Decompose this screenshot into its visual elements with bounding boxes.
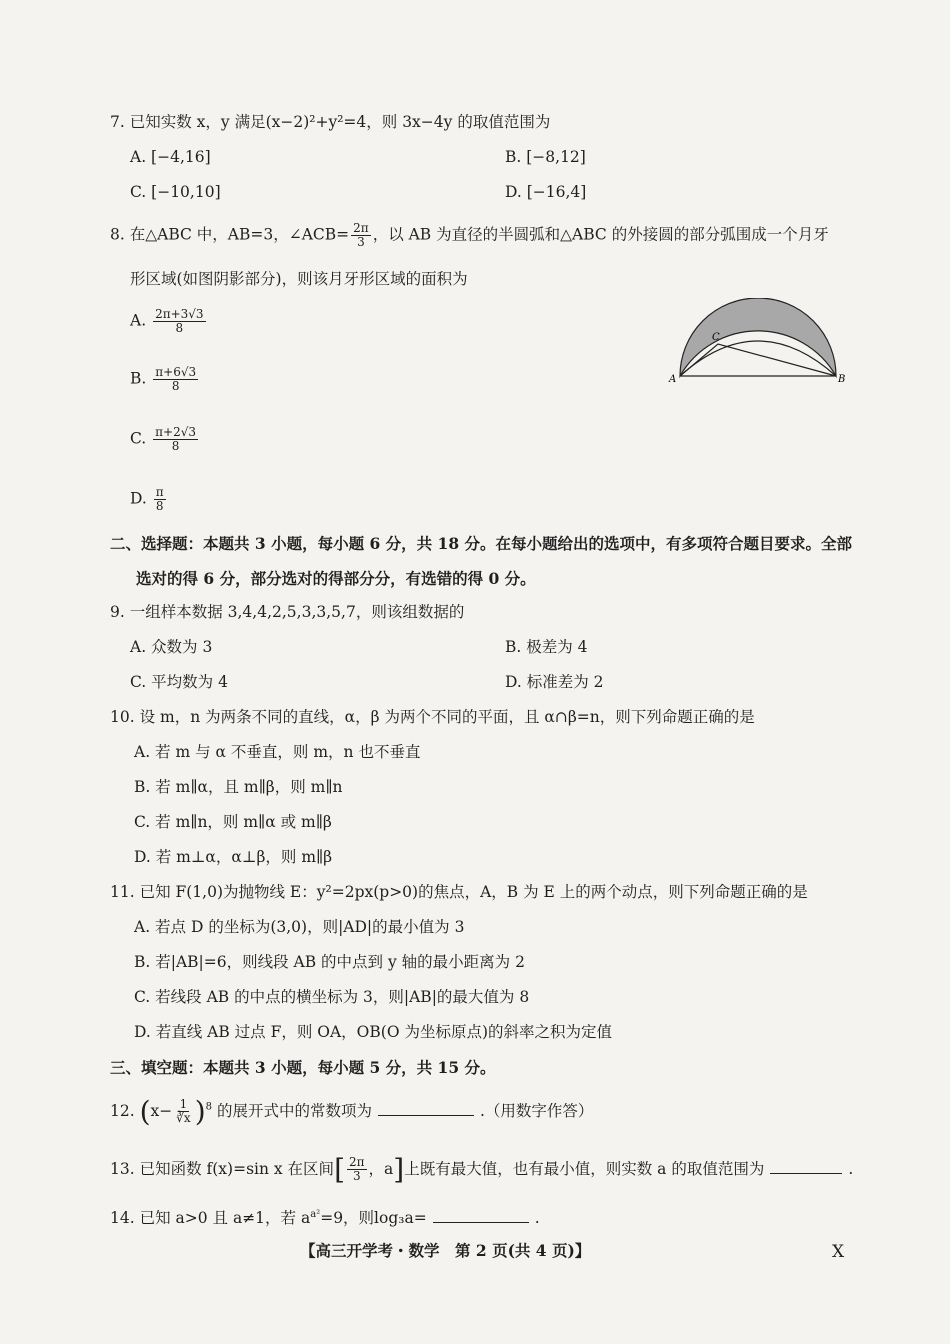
q10-stem: 10. 设 m，n 为两条不同的直线，α，β 为两个不同的平面，且 α∩β=n，则下列命题正确的是 xyxy=(110,708,755,726)
point-a-label: A xyxy=(669,374,677,385)
q13-frac-num: 2π xyxy=(349,1155,365,1170)
section-2-heading-line2: 选对的得 6 分，部分选对的得部分分，有选错的得 0 分。 xyxy=(136,569,536,588)
q12-tail: 的展开式中的常数项为 xyxy=(216,1101,372,1120)
q13-end: . xyxy=(848,1159,854,1178)
q9-option-c: C. 平均数为 4 xyxy=(130,673,228,691)
q13-fraction xyxy=(347,1156,367,1183)
q14-end: . xyxy=(534,1209,540,1227)
q8-a-fraction xyxy=(153,308,206,335)
q8-crescent-figure xyxy=(668,298,848,390)
q10-option-c: C. 若 m∥n，则 m∥α 或 m∥β xyxy=(134,813,332,831)
q14-superscript: a² xyxy=(310,1208,321,1220)
q8-option-a xyxy=(130,308,208,335)
q8-c-num: π+2√3 xyxy=(155,425,197,439)
q8-d-num: π xyxy=(155,485,164,499)
section-3-heading: 三、填空题：本题共 3 小题，每小题 5 分，共 15 分。 xyxy=(110,1058,496,1077)
q11-option-d: D. 若直线 AB 过点 F，则 OA，OB(O 为坐标原点)的斜率之积为定值 xyxy=(134,1023,613,1041)
q14-post: =9，则log₃a= xyxy=(320,1209,427,1227)
q12-right-paren: ) xyxy=(194,1095,206,1128)
q8-stem-line2: 形区域(如图阴影部分)，则该月牙形区域的面积为 xyxy=(130,270,468,288)
q7-stem: 7. 已知实数 x，y 满足(x−2)²+y²=4，则 3x−4y 的取值范围为 xyxy=(110,113,551,131)
q8-d-label: D. xyxy=(130,489,147,508)
q8-d-fraction xyxy=(154,486,166,513)
q7-option-c: C. [−10,10] xyxy=(130,183,221,201)
q8-a-num: 2π+3√3 xyxy=(155,307,204,321)
q8-stem-post: ，以 AB 为直径的半圆弧和△ABC 的外接圆的部分弧围成一个月牙 xyxy=(372,225,829,244)
q12-answer-blank[interactable] xyxy=(378,1101,474,1116)
q12-frac-num: 1 xyxy=(179,1097,188,1112)
q7-option-b: B. [−8,12] xyxy=(505,148,586,166)
q13-interval-tail: ，a xyxy=(368,1159,394,1178)
q11-option-a: A. 若点 D 的坐标为(3,0)，则|AD|的最小值为 3 xyxy=(134,918,465,936)
q9-option-d: D. 标准差为 2 xyxy=(505,673,604,691)
q8-b-label: B. xyxy=(130,369,147,388)
q12-line xyxy=(110,1095,593,1129)
q8-stem-pre: 8. 在△ABC 中，AB=3，∠ACB= xyxy=(110,225,350,244)
footer-mark: X xyxy=(832,1242,845,1262)
q14-answer-blank[interactable] xyxy=(433,1208,529,1223)
q8-c-den: 8 xyxy=(171,439,180,454)
q13-frac-den: 3 xyxy=(352,1169,361,1184)
q11-option-c: C. 若线段 AB 的中点的横坐标为 3，则|AB|的最大值为 8 xyxy=(134,988,530,1006)
q8-b-fraction xyxy=(153,366,198,393)
q7-option-a: A. [−4,16] xyxy=(130,148,211,166)
q7-option-d: D. [−16,4] xyxy=(505,183,587,201)
q13-right-bracket: ] xyxy=(393,1153,405,1186)
point-c-label: C xyxy=(712,332,720,343)
q13-answer-blank[interactable] xyxy=(770,1159,842,1174)
q12-note: .（用数字作答） xyxy=(479,1101,594,1120)
q8-a-label: A. xyxy=(130,311,147,330)
q9-option-a: A. 众数为 3 xyxy=(130,638,213,656)
q12-frac-den: ∛x xyxy=(176,1111,191,1126)
point-b-label: B xyxy=(838,374,846,385)
q9-option-b: B. 极差为 4 xyxy=(505,638,588,656)
crescent-shaded-region xyxy=(680,298,836,376)
q13-left-bracket: [ xyxy=(334,1153,345,1186)
q8-d-den: 8 xyxy=(155,499,164,514)
q9-stem: 9. 一组样本数据 3,4,4,2,5,3,3,5,7，则该组数据的 xyxy=(110,603,465,621)
q8-option-b xyxy=(130,366,200,393)
q8-c-fraction xyxy=(153,426,198,453)
page-footer: 【高三开学考・数学 第 2 页(共 4 页)】 xyxy=(300,1241,591,1260)
q8-stem xyxy=(110,222,829,249)
q8-a-den: 8 xyxy=(175,321,184,336)
q11-stem: 11. 已知 F(1,0)为抛物线 E：y²=2px(p>0)的焦点，A，B 为 E 上的两个动点，则下列命题正确的是 xyxy=(110,883,808,901)
q13-post: 上既有最大值，也有最小值，则实数 a 的取值范围为 xyxy=(404,1159,765,1178)
q8-angle-fraction xyxy=(351,222,371,249)
q12-fraction xyxy=(174,1098,192,1125)
q11-option-b: B. 若|AB|=6，则线段 AB 的中点到 y 轴的最小距离为 2 xyxy=(134,953,525,971)
q13-pre: 13. 已知函数 f(x)=sin x 在区间 xyxy=(110,1159,335,1178)
q14-line xyxy=(110,1208,540,1228)
q10-option-a: A. 若 m 与 α 不垂直，则 m，n 也不垂直 xyxy=(134,743,421,761)
q12-exponent: 8 xyxy=(205,1101,212,1113)
q8-b-num: π+6√3 xyxy=(155,365,197,379)
q12-inner-pre: x− xyxy=(150,1101,173,1120)
q12-number: 12. xyxy=(110,1101,135,1120)
q8-angle-den: 3 xyxy=(357,235,365,250)
q8-c-label: C. xyxy=(130,429,147,448)
q8-b-den: 8 xyxy=(171,379,180,394)
q8-option-c xyxy=(130,426,200,453)
q13-line xyxy=(110,1153,853,1187)
q14-pre: 14. 已知 a>0 且 a≠1，若 a xyxy=(110,1209,311,1227)
q8-angle-num: 2π xyxy=(353,221,369,235)
q8-option-d xyxy=(130,486,168,513)
q10-option-d: D. 若 m⊥α，α⊥β，则 m∥β xyxy=(134,848,333,866)
q12-left-paren: ( xyxy=(139,1095,151,1128)
q10-option-b: B. 若 m∥α，且 m∥β，则 m∥n xyxy=(134,778,343,796)
section-2-heading: 二、选择题：本题共 3 小题，每小题 6 分，共 18 分。在每小题给出的选项中，有多项符合题目要求。全部 xyxy=(110,534,853,553)
